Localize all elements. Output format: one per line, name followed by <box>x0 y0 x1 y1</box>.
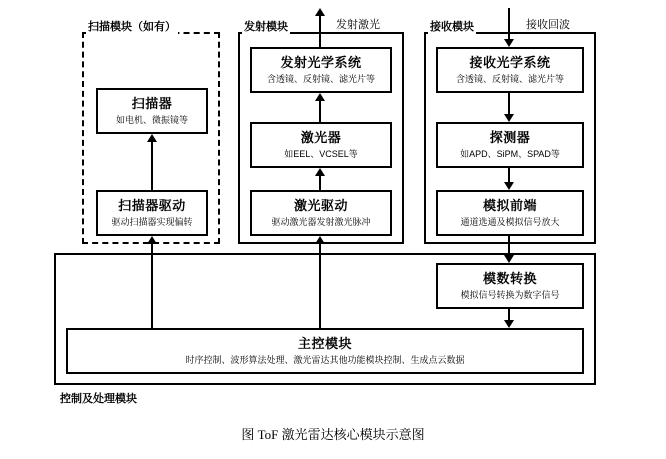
arrow-received-echo-in <box>504 8 516 47</box>
block-laser-driver-sub: 驱动激光器发射激光脉冲 <box>271 217 371 227</box>
block-scanner-driver-title: 扫描器驱动 <box>118 197 186 213</box>
block-scanner-sub: 如电机、微振镜等 <box>115 115 188 125</box>
arrowhead-up-icon <box>315 93 325 101</box>
block-recv-optics[interactable] <box>436 47 584 93</box>
arrowhead-down-icon <box>504 182 514 190</box>
arrowhead-down-icon <box>504 114 514 122</box>
block-adc-sub: 模拟信号转换为数字信号 <box>460 290 560 300</box>
arrowhead-up-icon <box>147 134 157 142</box>
arrow-afe-to-adc <box>504 236 516 263</box>
block-mcu-title: 主控模块 <box>297 335 352 351</box>
arrow-recv-optics-to-detector <box>504 93 516 122</box>
block-mcu-sub: 时序控制、波形算法处理、激光雷达其他功能模块控制、生成点云数据 <box>185 355 465 365</box>
group-label-emit: 发射模块 <box>242 18 290 34</box>
block-scanner-title: 扫描器 <box>131 95 173 111</box>
group-label-ctrl: 控制及处理模块 <box>58 390 139 406</box>
block-laser-driver[interactable] <box>250 190 392 236</box>
block-afe-title: 模拟前端 <box>482 197 537 213</box>
block-afe[interactable] <box>436 190 584 236</box>
group-label-recv: 接收模块 <box>428 18 476 34</box>
block-laser-title: 激光器 <box>300 129 342 145</box>
block-emit-optics[interactable] <box>250 47 392 93</box>
arrow-mcu-to-laser-driver <box>315 236 327 328</box>
block-laser-driver-title: 激光驱动 <box>293 197 348 213</box>
arrow-label-emitted-laser: 发射激光 <box>336 19 380 31</box>
arrow-mcu-to-scanner-driver <box>147 236 159 328</box>
block-scanner-driver-sub: 驱动扫描器实现偏转 <box>111 217 193 227</box>
arrow-laser-driver-to-laser <box>315 168 327 190</box>
block-laser[interactable] <box>250 122 392 168</box>
arrow-label-received-echo: 接收回波 <box>526 19 570 31</box>
block-emit-optics-sub: 含透镜、反射镜、滤光片等 <box>266 74 375 84</box>
arrowhead-down-icon <box>504 39 514 47</box>
arrow-adc-to-mcu <box>504 309 516 328</box>
group-label-scan: 扫描模块（如有） <box>86 18 178 34</box>
arrow-laser-to-emit-optics <box>315 93 327 122</box>
block-recv-optics-sub: 含透镜、反射镜、滤光片等 <box>455 74 564 84</box>
block-detector-title: 探测器 <box>489 129 531 145</box>
block-scanner-driver[interactable] <box>96 190 208 236</box>
block-mcu[interactable] <box>66 328 584 374</box>
arrowhead-up-icon <box>147 236 157 244</box>
figure-caption: 图 ToF 激光雷达核心模块示意图 <box>241 427 425 442</box>
block-emit-optics-title: 发射光学系统 <box>280 54 362 70</box>
block-recv-optics-title: 接收光学系统 <box>469 54 551 70</box>
block-detector-sub: 如APD、SiPM、SPAD等 <box>460 149 560 159</box>
arrow-detector-to-afe <box>504 168 516 190</box>
block-afe-sub: 通道选通及模拟信号放大 <box>460 217 560 227</box>
block-laser-sub: 如EEL、VCSEL等 <box>284 149 358 159</box>
arrowhead-up-icon <box>315 8 325 16</box>
arrowhead-down-icon <box>504 320 514 328</box>
arrow-emitted-laser-out <box>315 8 327 47</box>
arrowhead-down-icon <box>504 255 514 263</box>
block-adc[interactable] <box>436 263 584 309</box>
arrow-scanner-driver-to-scanner <box>147 134 159 190</box>
block-scanner[interactable] <box>96 88 208 134</box>
block-adc-title: 模数转换 <box>482 270 537 286</box>
arrowhead-up-icon <box>315 168 325 176</box>
block-detector[interactable] <box>436 122 584 168</box>
arrowhead-up-icon <box>315 236 325 244</box>
